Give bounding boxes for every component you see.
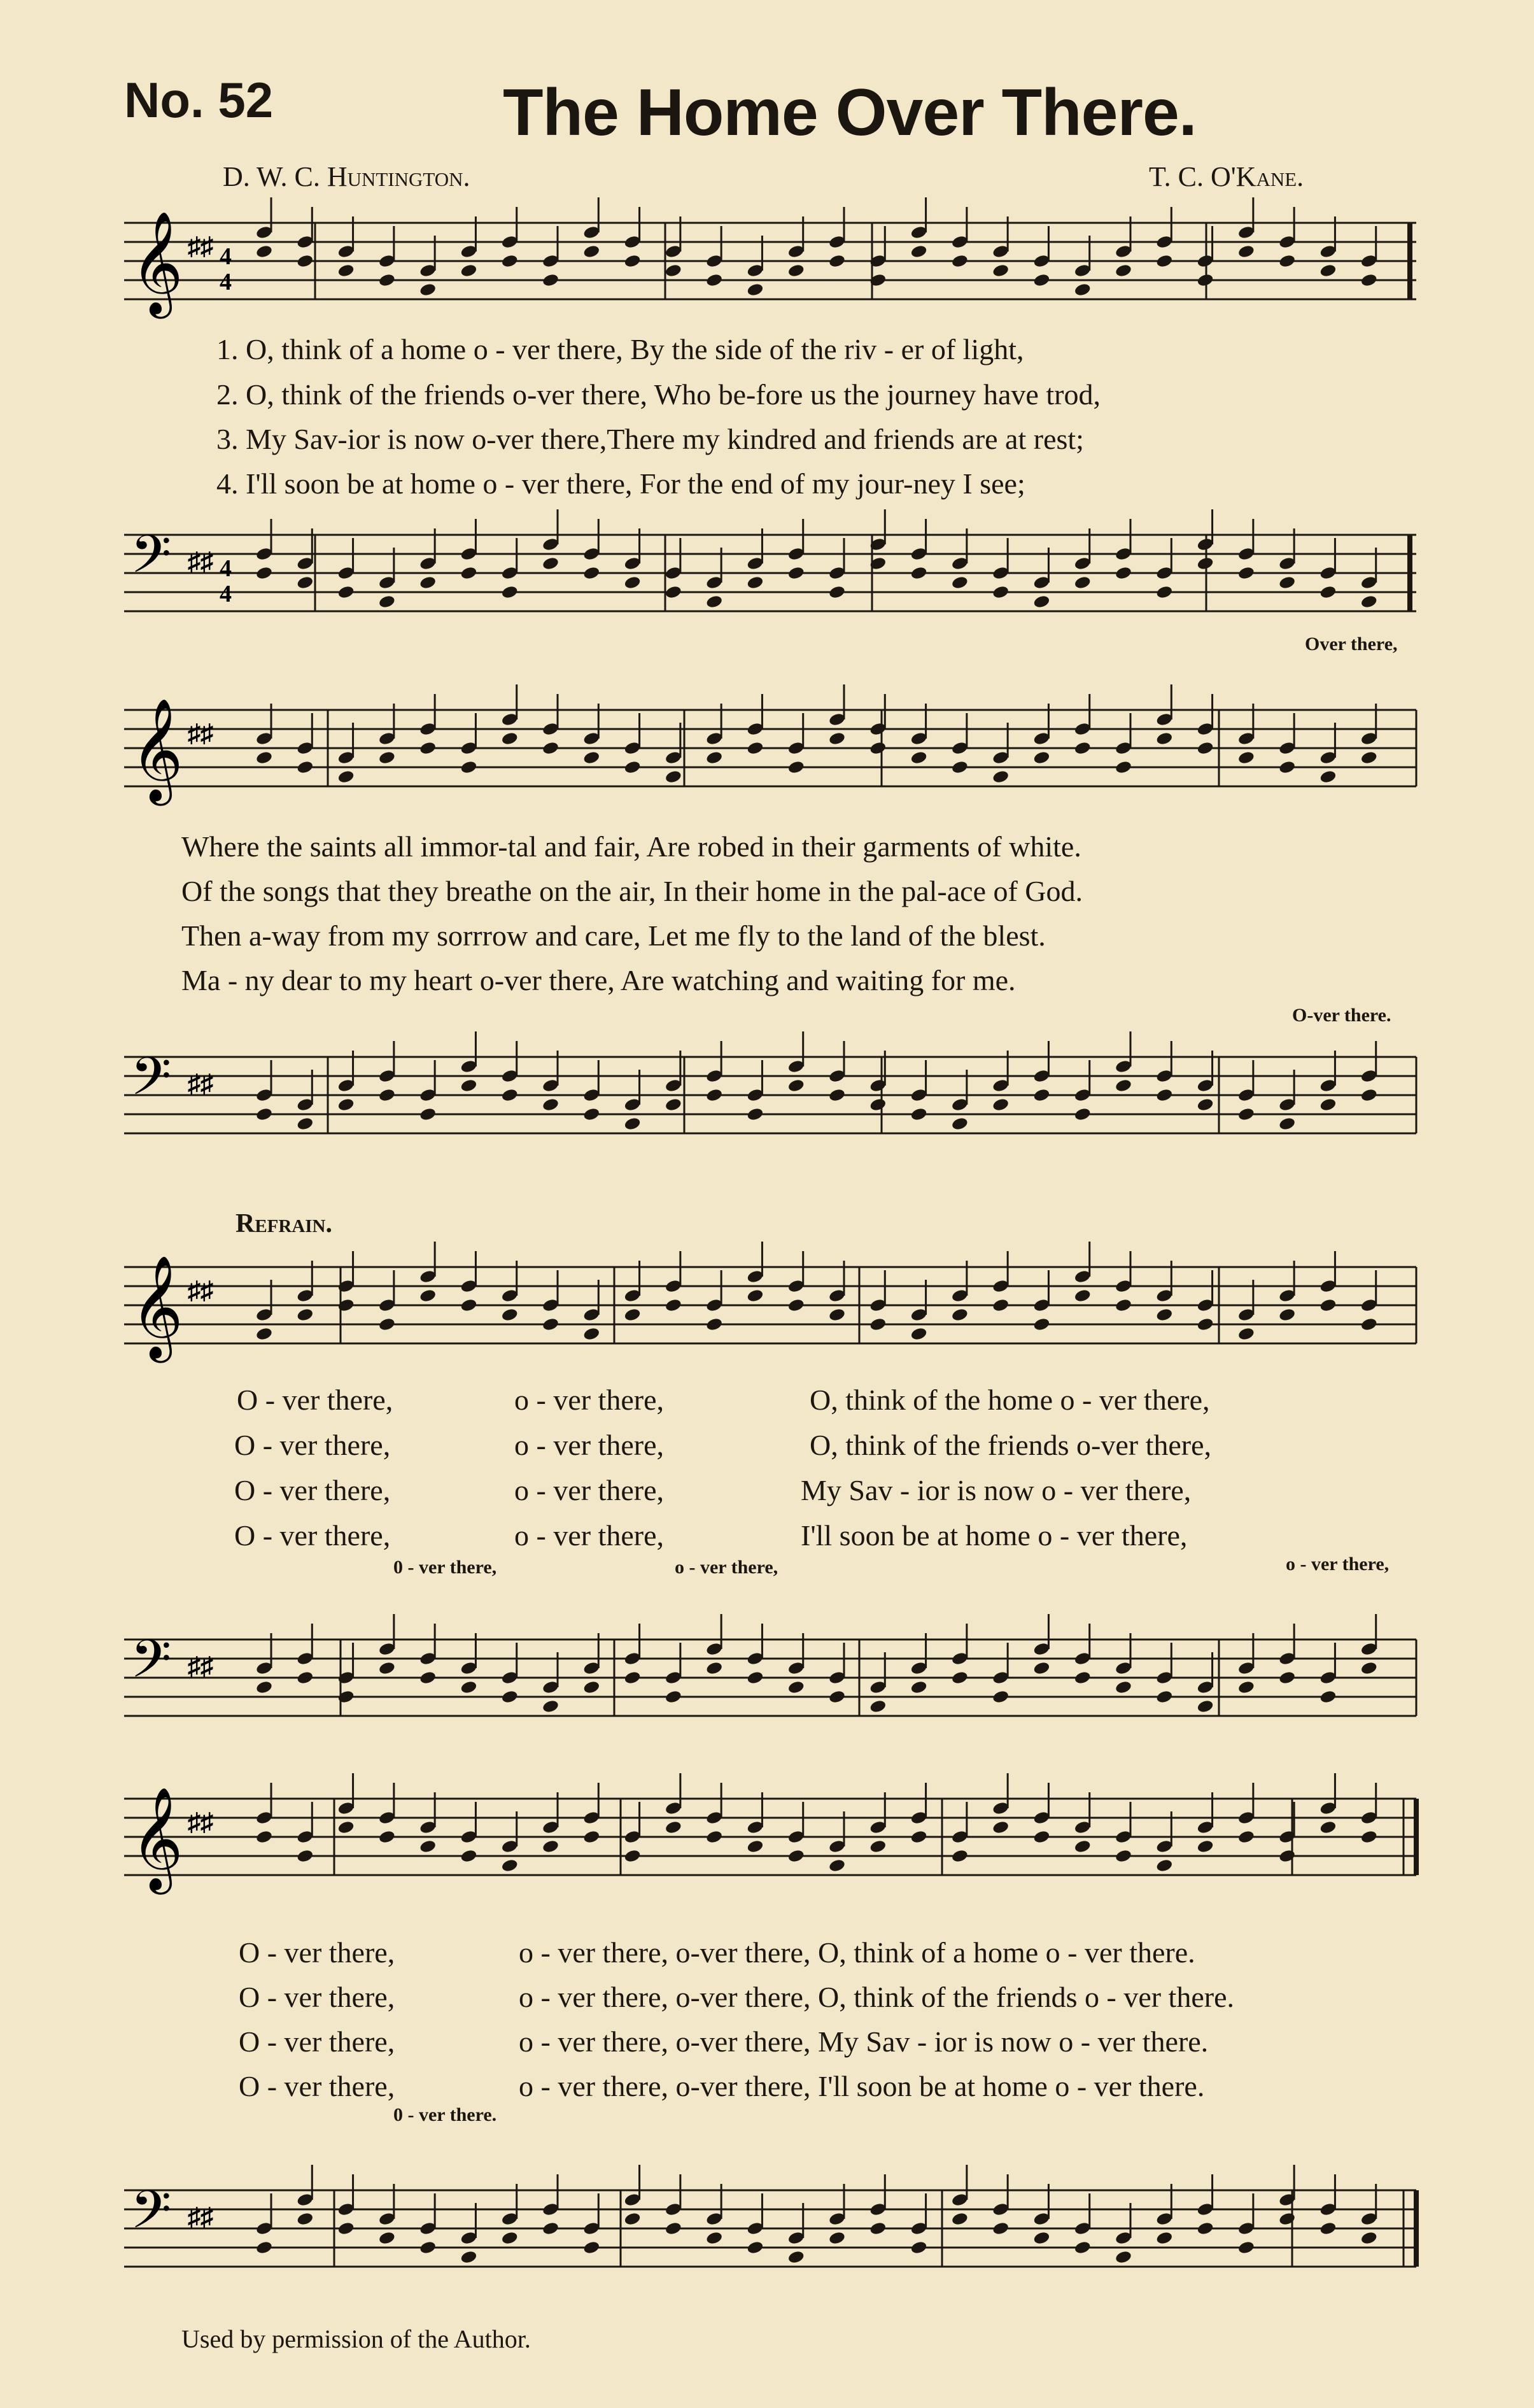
- refrain-line-a: O - ver there,: [234, 1429, 391, 1461]
- note-head: [1278, 575, 1296, 590]
- note-head: [1197, 1317, 1214, 1331]
- note-head: [665, 1820, 682, 1834]
- note-head: [1278, 760, 1296, 774]
- note-head: [255, 2240, 273, 2255]
- note-head: [828, 731, 846, 746]
- note-head: [705, 1829, 723, 1844]
- note-head: [910, 565, 928, 580]
- permission-footer: Used by permission of the Author.: [181, 2325, 531, 2353]
- note-head: [582, 2240, 600, 2255]
- note-head: [1074, 575, 1092, 590]
- note-head: [1237, 565, 1255, 580]
- note-head: [337, 584, 355, 599]
- note-head: [787, 1848, 805, 1863]
- note-head: [869, 1317, 887, 1331]
- note-head: [1115, 2249, 1132, 2264]
- note-head: [1319, 1689, 1337, 1704]
- note-head: [501, 731, 519, 746]
- note-head: [705, 2230, 723, 2245]
- note-head: [910, 1107, 928, 1121]
- note-head: [665, 1298, 682, 1312]
- note-head: [460, 1680, 477, 1694]
- note-head: [1319, 1097, 1337, 1112]
- note-head: [1032, 1661, 1050, 1675]
- refrain-line-c: My Sav - ior is now o - ver there,: [801, 1474, 1192, 1506]
- svg-text:♯♯: ♯♯: [188, 2202, 213, 2231]
- note-head: [1360, 1661, 1378, 1675]
- note-head: [828, 1087, 846, 1102]
- refrain-line-c: I'll soon be at home o - ver there,: [801, 1519, 1188, 1552]
- note-head: [255, 1829, 273, 1844]
- note-head: [419, 575, 437, 590]
- note-head: [910, 750, 928, 765]
- svg-text:♯♯: ♯♯: [188, 719, 213, 747]
- note-head: [705, 750, 723, 765]
- note-head: [296, 575, 314, 590]
- note-head: [1115, 1848, 1132, 1863]
- note-head: [1237, 1326, 1255, 1341]
- note-head: [1032, 1829, 1050, 1844]
- treble-staff-3: [124, 1254, 1429, 1369]
- svg-text:4: 4: [220, 269, 232, 295]
- note-head: [1115, 1298, 1132, 1312]
- note-head: [337, 769, 355, 784]
- svg-text:𝄢: 𝄢: [130, 523, 172, 598]
- note-head: [1032, 2230, 1050, 2245]
- note-head: [1319, 1298, 1337, 1312]
- note-head: [910, 1680, 928, 1694]
- verse-line: 1. O, think of a home o - ver there, By the side of the riv - er of light,: [216, 333, 1024, 365]
- note-head: [951, 2211, 969, 2226]
- note-head: [1237, 750, 1255, 765]
- note-head: [501, 1858, 519, 1873]
- bass-cue: Over there,: [1305, 634, 1398, 655]
- svg-text:♯♯: ♯♯: [188, 1808, 213, 1836]
- note-head: [1155, 2230, 1173, 2245]
- note-head: [787, 1680, 805, 1694]
- note-head: [787, 760, 805, 774]
- refrain-line-b: o - ver there,: [514, 1384, 664, 1416]
- note-heads: [255, 1614, 1378, 1714]
- note-head: [828, 2230, 846, 2245]
- note-head: [1360, 750, 1378, 765]
- note-head: [951, 1116, 969, 1131]
- note-head: [460, 1298, 477, 1312]
- note-head: [1197, 556, 1214, 570]
- note-head: [746, 740, 764, 755]
- note-head: [869, 1699, 887, 1713]
- note-head: [337, 2221, 355, 2235]
- note-head: [951, 575, 969, 590]
- note-heads: [255, 684, 1378, 784]
- note-head: [1360, 1829, 1378, 1844]
- note-head: [460, 1848, 477, 1863]
- svg-text:4: 4: [220, 243, 232, 270]
- note-head: [1032, 750, 1050, 765]
- note-head: [582, 1326, 600, 1341]
- refrain-line-b: o - ver there, o-ver there, I'll soon be at home o - ver there.: [519, 2070, 1205, 2102]
- note-head: [746, 1288, 764, 1303]
- note-heads: [255, 1242, 1378, 1342]
- note-head: [1197, 1839, 1214, 1853]
- note-head: [542, 1097, 559, 1112]
- note-head: [542, 556, 559, 570]
- note-head: [624, 1848, 642, 1863]
- note-head: [665, 769, 682, 784]
- note-head: [542, 1839, 559, 1853]
- note-head: [542, 1317, 559, 1331]
- note-head: [1155, 1689, 1173, 1704]
- note-head: [296, 1116, 314, 1131]
- svg-text:𝄢: 𝄢: [130, 2179, 172, 2253]
- lyricist-credit: D. W. C. Huntington.: [223, 161, 470, 192]
- note-head: [1319, 584, 1337, 599]
- note-head: [1360, 1087, 1378, 1102]
- note-head: [787, 2249, 805, 2264]
- note-head: [746, 575, 764, 590]
- note-head: [296, 760, 314, 774]
- refrain-line-c: O, think of the home o - ver there,: [810, 1384, 1210, 1416]
- note-head: [1074, 2240, 1092, 2255]
- note-head: [582, 1680, 600, 1694]
- note-head: [992, 2221, 1010, 2235]
- refrain-line-b: o - ver there, o-ver there, O, think of a home o - ver there.: [519, 1936, 1195, 1969]
- note-head: [296, 1307, 314, 1322]
- note-head: [992, 1097, 1010, 1112]
- note-head: [1115, 760, 1132, 774]
- hymn-number: No. 52: [124, 72, 274, 128]
- bass-staff-2: [124, 1044, 1429, 1159]
- svg-text:𝄢: 𝄢: [130, 1628, 172, 1703]
- note-head: [1032, 1317, 1050, 1331]
- bass-staff-3: [124, 1627, 1429, 1741]
- svg-text:𝄞: 𝄞: [130, 1787, 183, 1890]
- verse-line: Then a-way from my sorrrow and care, Let me fly to the land of the blest.: [181, 919, 1046, 952]
- note-head: [828, 1689, 846, 1704]
- note-heads: [255, 2165, 1378, 2265]
- note-head: [542, 740, 559, 755]
- note-head: [337, 1820, 355, 1834]
- refrain-label: Refrain.: [236, 1209, 333, 1238]
- note-head: [501, 584, 519, 599]
- bass-cue: 0 - ver there,: [393, 1557, 497, 1578]
- refrain-line-a: O - ver there,: [234, 1474, 391, 1506]
- note-head: [419, 1107, 437, 1121]
- note-head: [296, 1670, 314, 1685]
- note-head: [1197, 740, 1214, 755]
- note-head: [1074, 1107, 1092, 1121]
- note-head: [869, 740, 887, 755]
- note-head: [1360, 594, 1378, 609]
- note-head: [1319, 2221, 1337, 2235]
- note-head: [337, 1097, 355, 1112]
- note-head: [1074, 1839, 1092, 1853]
- bass-cue: o - ver there,: [1286, 1554, 1390, 1575]
- svg-text:♯♯: ♯♯: [188, 547, 213, 576]
- note-head: [1155, 731, 1173, 746]
- note-head: [828, 584, 846, 599]
- note-head: [460, 760, 477, 774]
- note-head: [910, 1326, 928, 1341]
- note-head: [542, 2221, 559, 2235]
- note-head: [419, 740, 437, 755]
- note-heads: [255, 509, 1378, 609]
- note-head: [1360, 2230, 1378, 2245]
- note-head: [378, 594, 396, 609]
- note-head: [419, 1288, 437, 1303]
- refrain-line-b: o - ver there,: [514, 1519, 664, 1552]
- note-head: [582, 565, 600, 580]
- note-head: [501, 1689, 519, 1704]
- verse-line: 4. I'll soon be at home o - ver there, For the end of my jour-ney I see;: [216, 467, 1025, 500]
- note-head: [705, 1661, 723, 1675]
- svg-text:4: 4: [220, 555, 232, 582]
- note-head: [378, 1829, 396, 1844]
- note-head: [1155, 1858, 1173, 1873]
- note-head: [378, 1661, 396, 1675]
- svg-text:4: 4: [220, 581, 232, 607]
- note-head: [419, 1839, 437, 1853]
- note-head: [255, 1326, 273, 1341]
- note-head: [992, 769, 1010, 784]
- note-head: [910, 1829, 928, 1844]
- note-head: [1197, 1097, 1214, 1112]
- svg-text:♯♯: ♯♯: [188, 232, 213, 260]
- note-head: [255, 750, 273, 765]
- note-head: [624, 760, 642, 774]
- note-head: [582, 1107, 600, 1121]
- note-head: [501, 1087, 519, 1102]
- note-head: [1319, 1820, 1337, 1834]
- note-head: [1074, 1670, 1092, 1685]
- note-head: [296, 1848, 314, 1863]
- refrain-line-a: O - ver there,: [234, 1519, 391, 1552]
- note-head: [1360, 1317, 1378, 1331]
- note-head: [1278, 1116, 1296, 1131]
- note-head: [910, 2240, 928, 2255]
- note-heads: [255, 1773, 1378, 1873]
- note-head: [705, 1087, 723, 1102]
- note-head: [746, 1107, 764, 1121]
- svg-text:♯♯: ♯♯: [188, 1069, 213, 1098]
- note-head: [787, 1298, 805, 1312]
- note-head: [1074, 1288, 1092, 1303]
- note-head: [255, 1680, 273, 1694]
- note-head: [624, 1670, 642, 1685]
- note-head: [951, 1670, 969, 1685]
- verse-line: 3. My Sav-ior is now o-ver there,There my kindred and friends are at rest;: [216, 423, 1084, 455]
- note-head: [1319, 769, 1337, 784]
- composer-credit: T. C. O'Kane.: [1149, 161, 1304, 192]
- note-head: [951, 1307, 969, 1322]
- note-head: [705, 1317, 723, 1331]
- verse-line: 2. O, think of the friends o-ver there, Who be-fore us the journey have trod,: [216, 378, 1101, 411]
- note-head: [951, 1848, 969, 1863]
- note-head: [1237, 2240, 1255, 2255]
- note-head: [828, 1307, 846, 1322]
- note-head: [460, 1078, 477, 1093]
- note-head: [992, 584, 1010, 599]
- verse-line: Ma - ny dear to my heart o-ver there, Are watching and waiting for me.: [181, 964, 1016, 996]
- note-head: [1278, 1307, 1296, 1322]
- note-head: [1115, 565, 1132, 580]
- note-head: [460, 2249, 477, 2264]
- note-head: [460, 565, 477, 580]
- note-head: [665, 584, 682, 599]
- notes-staff-1: [124, 210, 1429, 325]
- note-head: [1115, 1078, 1132, 1093]
- note-head: [665, 1097, 682, 1112]
- bass-cue: o - ver there,: [675, 1557, 778, 1578]
- note-heads: [255, 1031, 1378, 1131]
- note-head: [1197, 2221, 1214, 2235]
- verse-line: Where the saints all immor-tal and fair, Are robed in their garments of white.: [181, 830, 1081, 863]
- refrain-line-b: o - ver there,: [514, 1474, 664, 1506]
- refrain-line-a: O - ver there,: [239, 1936, 395, 1969]
- treble-staff-4: [124, 1786, 1429, 1901]
- note-head: [992, 1689, 1010, 1704]
- note-head: [1155, 584, 1173, 599]
- refrain-line-a: O - ver there,: [239, 1981, 395, 2013]
- bass-cue: 0 - ver there.: [393, 2104, 497, 2125]
- note-head: [624, 575, 642, 590]
- refrain-line-c: O, think of the friends o-ver there,: [810, 1429, 1212, 1461]
- note-head: [787, 1078, 805, 1093]
- note-head: [1032, 1087, 1050, 1102]
- note-head: [869, 2221, 887, 2235]
- note-head: [746, 1670, 764, 1685]
- note-head: [378, 750, 396, 765]
- refrain-line-b: o - ver there, o-ver there, O, think of the friends o - ver there.: [519, 1981, 1234, 2013]
- note-head: [419, 1670, 437, 1685]
- note-head: [1074, 740, 1092, 755]
- note-head: [1237, 1107, 1255, 1121]
- note-head: [501, 1307, 519, 1322]
- note-head: [296, 2211, 314, 2226]
- note-head: [787, 565, 805, 580]
- refrain-line-b: o - ver there, o-ver there, My Sav - ior is now o - ver there.: [519, 2025, 1209, 2058]
- svg-text:𝄞: 𝄞: [130, 211, 183, 315]
- note-head: [582, 750, 600, 765]
- refrain-line-a: O - ver there,: [237, 1384, 393, 1416]
- refrain-line-a: O - ver there,: [239, 2025, 395, 2058]
- svg-text:♯♯: ♯♯: [188, 1276, 213, 1305]
- note-head: [1155, 1087, 1173, 1102]
- note-head: [1115, 1680, 1132, 1694]
- note-head: [1278, 1670, 1296, 1685]
- note-head: [828, 1858, 846, 1873]
- note-head: [869, 1097, 887, 1112]
- note-head: [1278, 2211, 1296, 2226]
- note-head: [746, 1839, 764, 1853]
- note-head: [1237, 1829, 1255, 1844]
- refrain-line-b: o - ver there,: [514, 1429, 664, 1461]
- note-head: [378, 1317, 396, 1331]
- note-head: [869, 1839, 887, 1853]
- note-head: [624, 2211, 642, 2226]
- note-head: [501, 2230, 519, 2245]
- svg-text:𝄢: 𝄢: [130, 1045, 172, 1120]
- refrain-line-a: O - ver there,: [239, 2070, 395, 2102]
- note-head: [542, 1699, 559, 1713]
- note-head: [1155, 1307, 1173, 1322]
- treble-staff-2: [124, 697, 1429, 812]
- note-head: [419, 2240, 437, 2255]
- verse-line: Of the songs that they breathe on the air, In their home in the pal-ace of God.: [181, 875, 1083, 907]
- note-head: [624, 1116, 642, 1131]
- note-head: [665, 2221, 682, 2235]
- hymn-title: The Home Over There.: [503, 76, 1197, 150]
- note-head: [1197, 1699, 1214, 1713]
- svg-text:♯♯: ♯♯: [188, 1652, 213, 1680]
- bass-cue: O-ver there.: [1292, 1005, 1391, 1026]
- note-head: [1032, 594, 1050, 609]
- note-head: [992, 1298, 1010, 1312]
- bass-staff-1: [124, 522, 1429, 637]
- note-head: [1237, 1680, 1255, 1694]
- note-head: [624, 1307, 642, 1322]
- note-head: [951, 760, 969, 774]
- svg-text:𝄞: 𝄞: [130, 698, 183, 802]
- note-head: [705, 594, 723, 609]
- note-head: [665, 1689, 682, 1704]
- note-head: [582, 1829, 600, 1844]
- bass-staff-4: [124, 2178, 1429, 2292]
- note-head: [746, 2240, 764, 2255]
- svg-text:𝄞: 𝄞: [130, 1255, 183, 1359]
- note-head: [255, 1107, 273, 1121]
- note-head: [992, 1820, 1010, 1834]
- note-head: [378, 2230, 396, 2245]
- note-head: [255, 565, 273, 580]
- note-head: [378, 1087, 396, 1102]
- note-head: [1278, 1848, 1296, 1863]
